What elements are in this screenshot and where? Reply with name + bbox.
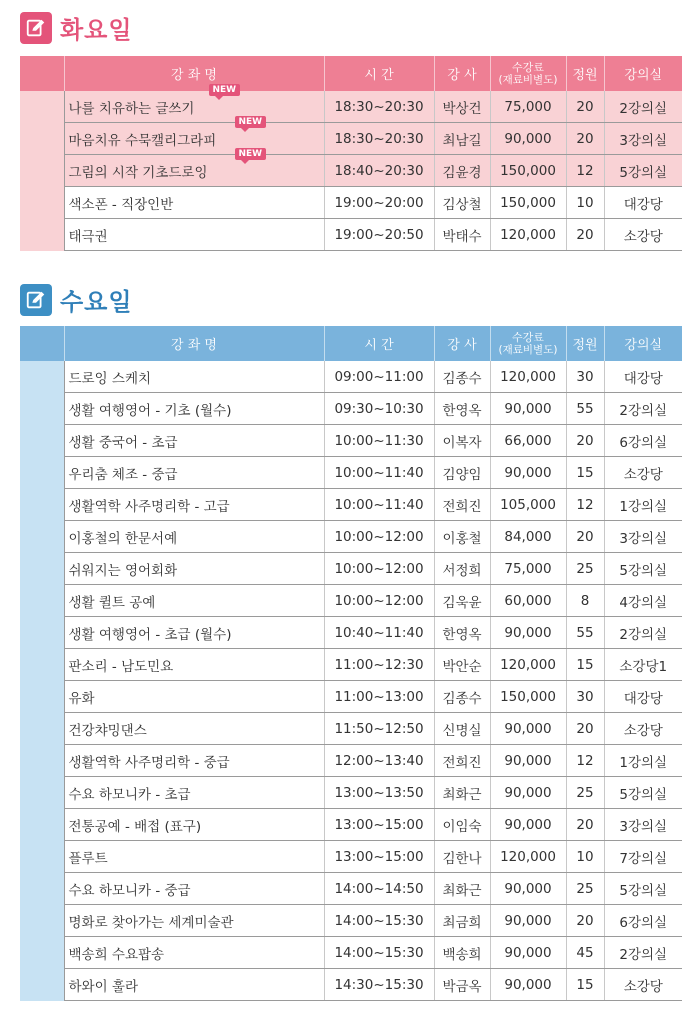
table-row bbox=[20, 745, 682, 777]
header-fee-note: (재료비별도) bbox=[498, 73, 558, 86]
course-name-text: 생활 여행영어 - 기초 (월수) bbox=[68, 402, 232, 419]
course-capacity: 20 bbox=[566, 123, 604, 155]
course-teacher: 김종수 bbox=[434, 361, 490, 393]
course-capacity: 12 bbox=[566, 745, 604, 777]
course-time: 11:50~12:50 bbox=[324, 713, 434, 745]
table-row bbox=[20, 489, 682, 521]
course-teacher: 전희진 bbox=[434, 745, 490, 777]
header-teacher: 강 사 bbox=[434, 326, 490, 361]
course-teacher: 최화근 bbox=[434, 777, 490, 809]
course-fee: 75,000 bbox=[490, 553, 566, 585]
course-time: 10:00~11:30 bbox=[324, 425, 434, 457]
header-room: 강의실 bbox=[604, 326, 682, 361]
course-name bbox=[64, 585, 324, 617]
course-room: 3강의실 bbox=[604, 809, 682, 841]
course-name bbox=[64, 681, 324, 713]
course-name-text: 건강챠밍댄스 bbox=[68, 722, 147, 739]
course-teacher: 한영옥 bbox=[434, 617, 490, 649]
course-time: 14:00~15:30 bbox=[324, 905, 434, 937]
course-name bbox=[64, 745, 324, 777]
course-name-text: 생활역학 사주명리학 - 중급 bbox=[68, 754, 230, 771]
course-capacity: 55 bbox=[566, 617, 604, 649]
header-time: 시 간 bbox=[324, 56, 434, 91]
course-fee: 90,000 bbox=[490, 745, 566, 777]
course-time: 13:00~15:00 bbox=[324, 809, 434, 841]
course-capacity: 10 bbox=[566, 841, 604, 873]
course-time: 19:00~20:50 bbox=[324, 219, 434, 251]
course-fee: 66,000 bbox=[490, 425, 566, 457]
table-row bbox=[20, 873, 682, 905]
course-name-text: 생활 여행영어 - 초급 (월수) bbox=[68, 626, 232, 643]
course-name-text: 생활 퀼트 공예 bbox=[68, 594, 156, 611]
table-row bbox=[20, 681, 682, 713]
course-teacher: 한영옥 bbox=[434, 393, 490, 425]
course-room: 2강의실 bbox=[604, 91, 682, 123]
course-name-text: 하와이 훌라 bbox=[68, 978, 138, 995]
table-row bbox=[20, 393, 682, 425]
course-name-text: 마음치유 수묵캘리그라피 bbox=[68, 132, 217, 149]
course-capacity: 10 bbox=[566, 187, 604, 219]
course-teacher: 이홍철 bbox=[434, 521, 490, 553]
course-room: 대강당 bbox=[604, 187, 682, 219]
course-room: 7강의실 bbox=[604, 841, 682, 873]
course-capacity: 20 bbox=[566, 425, 604, 457]
header-course-name: 강 좌 명 bbox=[64, 56, 324, 91]
course-room: 1강의실 bbox=[604, 745, 682, 777]
course-name-text: 백송희 수요팝송 bbox=[68, 946, 165, 963]
course-teacher: 서정희 bbox=[434, 553, 490, 585]
course-time: 10:00~11:40 bbox=[324, 489, 434, 521]
table-row bbox=[20, 809, 682, 841]
course-time: 14:00~14:50 bbox=[324, 873, 434, 905]
table-row bbox=[20, 457, 682, 489]
course-teacher: 김종수 bbox=[434, 681, 490, 713]
edit-note-icon bbox=[20, 284, 52, 316]
course-room: 6강의실 bbox=[604, 425, 682, 457]
course-capacity: 12 bbox=[566, 489, 604, 521]
course-name-text: 수요 하모니카 - 초급 bbox=[68, 786, 191, 803]
course-fee: 150,000 bbox=[490, 187, 566, 219]
tuesday-heading bbox=[20, 10, 133, 45]
course-name bbox=[64, 809, 324, 841]
course-capacity: 15 bbox=[566, 649, 604, 681]
course-name-text: 우리춤 체조 - 중급 bbox=[68, 466, 178, 483]
table-row bbox=[20, 187, 682, 219]
course-capacity: 45 bbox=[566, 937, 604, 969]
course-time: 09:30~10:30 bbox=[324, 393, 434, 425]
header-fee-note: (재료비별도) bbox=[498, 343, 558, 356]
course-teacher: 김한나 bbox=[434, 841, 490, 873]
course-teacher: 신명실 bbox=[434, 713, 490, 745]
header-room: 강의실 bbox=[604, 56, 682, 91]
course-name bbox=[64, 649, 324, 681]
course-teacher: 최남길 bbox=[434, 123, 490, 155]
header-side bbox=[20, 56, 64, 91]
header-side bbox=[20, 326, 64, 361]
course-fee: 120,000 bbox=[490, 361, 566, 393]
new-badge: NEW bbox=[235, 116, 267, 128]
course-name bbox=[64, 457, 324, 489]
header-capacity: 정원 bbox=[566, 56, 604, 91]
header-fee bbox=[490, 326, 566, 361]
course-name-text: 생활 중국어 - 초급 bbox=[68, 434, 178, 451]
course-capacity: 25 bbox=[566, 553, 604, 585]
course-capacity: 20 bbox=[566, 905, 604, 937]
course-time: 19:00~20:00 bbox=[324, 187, 434, 219]
course-time: 14:00~15:30 bbox=[324, 937, 434, 969]
course-room: 1강의실 bbox=[604, 489, 682, 521]
course-fee: 75,000 bbox=[490, 91, 566, 123]
table-header-row bbox=[20, 326, 682, 361]
course-teacher: 김윤경 bbox=[434, 155, 490, 187]
course-time: 10:00~12:00 bbox=[324, 585, 434, 617]
course-time: 18:30~20:30 bbox=[324, 123, 434, 155]
course-room: 소강당1 bbox=[604, 649, 682, 681]
course-teacher: 백송희 bbox=[434, 937, 490, 969]
course-name bbox=[64, 713, 324, 745]
table-row bbox=[20, 155, 682, 187]
course-fee: 84,000 bbox=[490, 521, 566, 553]
course-capacity: 20 bbox=[566, 521, 604, 553]
course-room: 5강의실 bbox=[604, 553, 682, 585]
course-fee: 60,000 bbox=[490, 585, 566, 617]
course-time: 09:00~11:00 bbox=[324, 361, 434, 393]
course-room: 소강당 bbox=[604, 457, 682, 489]
course-room: 2강의실 bbox=[604, 937, 682, 969]
course-teacher: 박상건 bbox=[434, 91, 490, 123]
table-row bbox=[20, 777, 682, 809]
table-row bbox=[20, 361, 682, 393]
course-capacity: 30 bbox=[566, 361, 604, 393]
course-name bbox=[64, 149, 324, 187]
course-fee: 90,000 bbox=[490, 617, 566, 649]
course-name-text: 명화로 찾아가는 세계미술관 bbox=[68, 914, 234, 931]
table-row bbox=[20, 905, 682, 937]
course-fee: 90,000 bbox=[490, 937, 566, 969]
course-room: 2강의실 bbox=[604, 617, 682, 649]
course-teacher: 김상철 bbox=[434, 187, 490, 219]
table-row bbox=[20, 969, 682, 1001]
course-name-text: 쉬워지는 영어회화 bbox=[68, 562, 178, 579]
course-name bbox=[64, 85, 324, 123]
header-fee-label: 수강료 bbox=[512, 60, 544, 74]
course-teacher: 박태수 bbox=[434, 219, 490, 251]
course-room: 5강의실 bbox=[604, 777, 682, 809]
course-room: 소강당 bbox=[604, 219, 682, 251]
course-name bbox=[64, 905, 324, 937]
course-fee: 90,000 bbox=[490, 809, 566, 841]
course-name-text: 수요 하모니카 - 중급 bbox=[68, 882, 191, 899]
tuesday-title: 화요일 bbox=[60, 16, 133, 44]
course-teacher: 박안순 bbox=[434, 649, 490, 681]
wednesday-heading bbox=[20, 282, 133, 317]
course-room: 5강의실 bbox=[604, 873, 682, 905]
course-teacher: 최금희 bbox=[434, 905, 490, 937]
table-row bbox=[20, 649, 682, 681]
table-row bbox=[20, 713, 682, 745]
course-room: 3강의실 bbox=[604, 521, 682, 553]
course-teacher: 박금옥 bbox=[434, 969, 490, 1001]
course-time: 13:00~13:50 bbox=[324, 777, 434, 809]
course-time: 12:00~13:40 bbox=[324, 745, 434, 777]
header-time: 시 간 bbox=[324, 326, 434, 361]
course-name bbox=[64, 393, 324, 425]
table-row bbox=[20, 219, 682, 251]
table-row bbox=[20, 521, 682, 553]
header-course-name: 강 좌 명 bbox=[64, 326, 324, 361]
course-room: 5강의실 bbox=[604, 155, 682, 187]
table-row bbox=[20, 553, 682, 585]
course-room: 소강당 bbox=[604, 713, 682, 745]
course-fee: 90,000 bbox=[490, 777, 566, 809]
course-capacity: 15 bbox=[566, 457, 604, 489]
table-row bbox=[20, 123, 682, 155]
course-name bbox=[64, 489, 324, 521]
course-name-text: 생활역학 사주명리학 - 고급 bbox=[68, 498, 230, 515]
course-time: 11:00~13:00 bbox=[324, 681, 434, 713]
course-fee: 90,000 bbox=[490, 393, 566, 425]
header-teacher: 강 사 bbox=[434, 56, 490, 91]
course-name bbox=[64, 777, 324, 809]
course-teacher: 전희진 bbox=[434, 489, 490, 521]
course-capacity: 20 bbox=[566, 713, 604, 745]
course-name-text: 이홍철의 한문서예 bbox=[68, 530, 178, 547]
table-row bbox=[20, 425, 682, 457]
course-teacher: 최화근 bbox=[434, 873, 490, 905]
course-capacity: 55 bbox=[566, 393, 604, 425]
course-fee: 90,000 bbox=[490, 873, 566, 905]
course-name bbox=[64, 425, 324, 457]
course-name bbox=[64, 117, 324, 155]
course-room: 6강의실 bbox=[604, 905, 682, 937]
course-fee: 90,000 bbox=[490, 969, 566, 1001]
course-room: 소강당 bbox=[604, 969, 682, 1001]
course-fee: 120,000 bbox=[490, 219, 566, 251]
course-time: 10:00~12:00 bbox=[324, 553, 434, 585]
course-name bbox=[64, 553, 324, 585]
course-capacity: 25 bbox=[566, 777, 604, 809]
course-room: 대강당 bbox=[604, 681, 682, 713]
course-name-text: 유화 bbox=[68, 690, 95, 707]
course-name-text: 태극권 bbox=[68, 228, 108, 245]
table-row bbox=[20, 617, 682, 649]
course-teacher: 이복자 bbox=[434, 425, 490, 457]
course-capacity: 20 bbox=[566, 219, 604, 251]
new-badge: NEW bbox=[209, 84, 241, 96]
course-name bbox=[64, 361, 324, 393]
course-capacity: 30 bbox=[566, 681, 604, 713]
header-fee bbox=[490, 56, 566, 91]
course-name-text: 나를 치유하는 글쓰기 bbox=[68, 100, 195, 117]
course-fee: 90,000 bbox=[490, 713, 566, 745]
new-badge: NEW bbox=[235, 148, 267, 160]
course-time: 18:30~20:30 bbox=[324, 91, 434, 123]
course-name bbox=[64, 521, 324, 553]
course-name-text: 플루트 bbox=[68, 850, 108, 867]
course-name-text: 그림의 시작 기초드로잉 bbox=[68, 164, 208, 181]
course-fee: 90,000 bbox=[490, 905, 566, 937]
course-fee: 120,000 bbox=[490, 841, 566, 873]
course-capacity: 8 bbox=[566, 585, 604, 617]
course-time: 11:00~12:30 bbox=[324, 649, 434, 681]
wednesday-course-table bbox=[20, 326, 682, 1001]
course-name bbox=[64, 219, 324, 251]
course-fee: 120,000 bbox=[490, 649, 566, 681]
course-name-text: 판소리 - 남도민요 bbox=[68, 658, 174, 675]
header-capacity: 정원 bbox=[566, 326, 604, 361]
course-room: 2강의실 bbox=[604, 393, 682, 425]
course-name-text: 색소폰 - 직장인반 bbox=[68, 196, 174, 213]
course-name-text: 전통공예 - 배접 (표구) bbox=[68, 818, 202, 835]
course-name bbox=[64, 937, 324, 969]
course-time: 10:40~11:40 bbox=[324, 617, 434, 649]
course-teacher: 김욱윤 bbox=[434, 585, 490, 617]
course-teacher: 이임숙 bbox=[434, 809, 490, 841]
course-fee: 90,000 bbox=[490, 123, 566, 155]
table-row bbox=[20, 937, 682, 969]
course-name bbox=[64, 841, 324, 873]
course-room: 대강당 bbox=[604, 361, 682, 393]
course-room: 3강의실 bbox=[604, 123, 682, 155]
course-fee: 90,000 bbox=[490, 457, 566, 489]
course-name bbox=[64, 969, 324, 1001]
course-fee: 150,000 bbox=[490, 681, 566, 713]
course-fee: 150,000 bbox=[490, 155, 566, 187]
course-capacity: 20 bbox=[566, 91, 604, 123]
course-capacity: 20 bbox=[566, 809, 604, 841]
tuesday-course-table bbox=[20, 56, 682, 251]
course-capacity: 25 bbox=[566, 873, 604, 905]
header-fee-label: 수강료 bbox=[512, 330, 544, 344]
course-room: 4강의실 bbox=[604, 585, 682, 617]
course-fee: 105,000 bbox=[490, 489, 566, 521]
course-name bbox=[64, 873, 324, 905]
course-name bbox=[64, 617, 324, 649]
course-time: 13:00~15:00 bbox=[324, 841, 434, 873]
edit-note-icon bbox=[20, 12, 52, 44]
course-teacher: 김양임 bbox=[434, 457, 490, 489]
table-row bbox=[20, 841, 682, 873]
course-capacity: 12 bbox=[566, 155, 604, 187]
course-capacity: 15 bbox=[566, 969, 604, 1001]
table-row bbox=[20, 91, 682, 123]
wednesday-title: 수요일 bbox=[60, 288, 133, 316]
course-time: 10:00~11:40 bbox=[324, 457, 434, 489]
course-time: 10:00~12:00 bbox=[324, 521, 434, 553]
table-row bbox=[20, 585, 682, 617]
course-time: 14:30~15:30 bbox=[324, 969, 434, 1001]
table-header-row bbox=[20, 56, 682, 91]
course-name bbox=[64, 187, 324, 219]
course-time: 18:40~20:30 bbox=[324, 155, 434, 187]
row-side-band bbox=[20, 361, 64, 1001]
course-name-text: 드로잉 스케치 bbox=[68, 370, 152, 387]
row-side-band bbox=[20, 91, 64, 251]
